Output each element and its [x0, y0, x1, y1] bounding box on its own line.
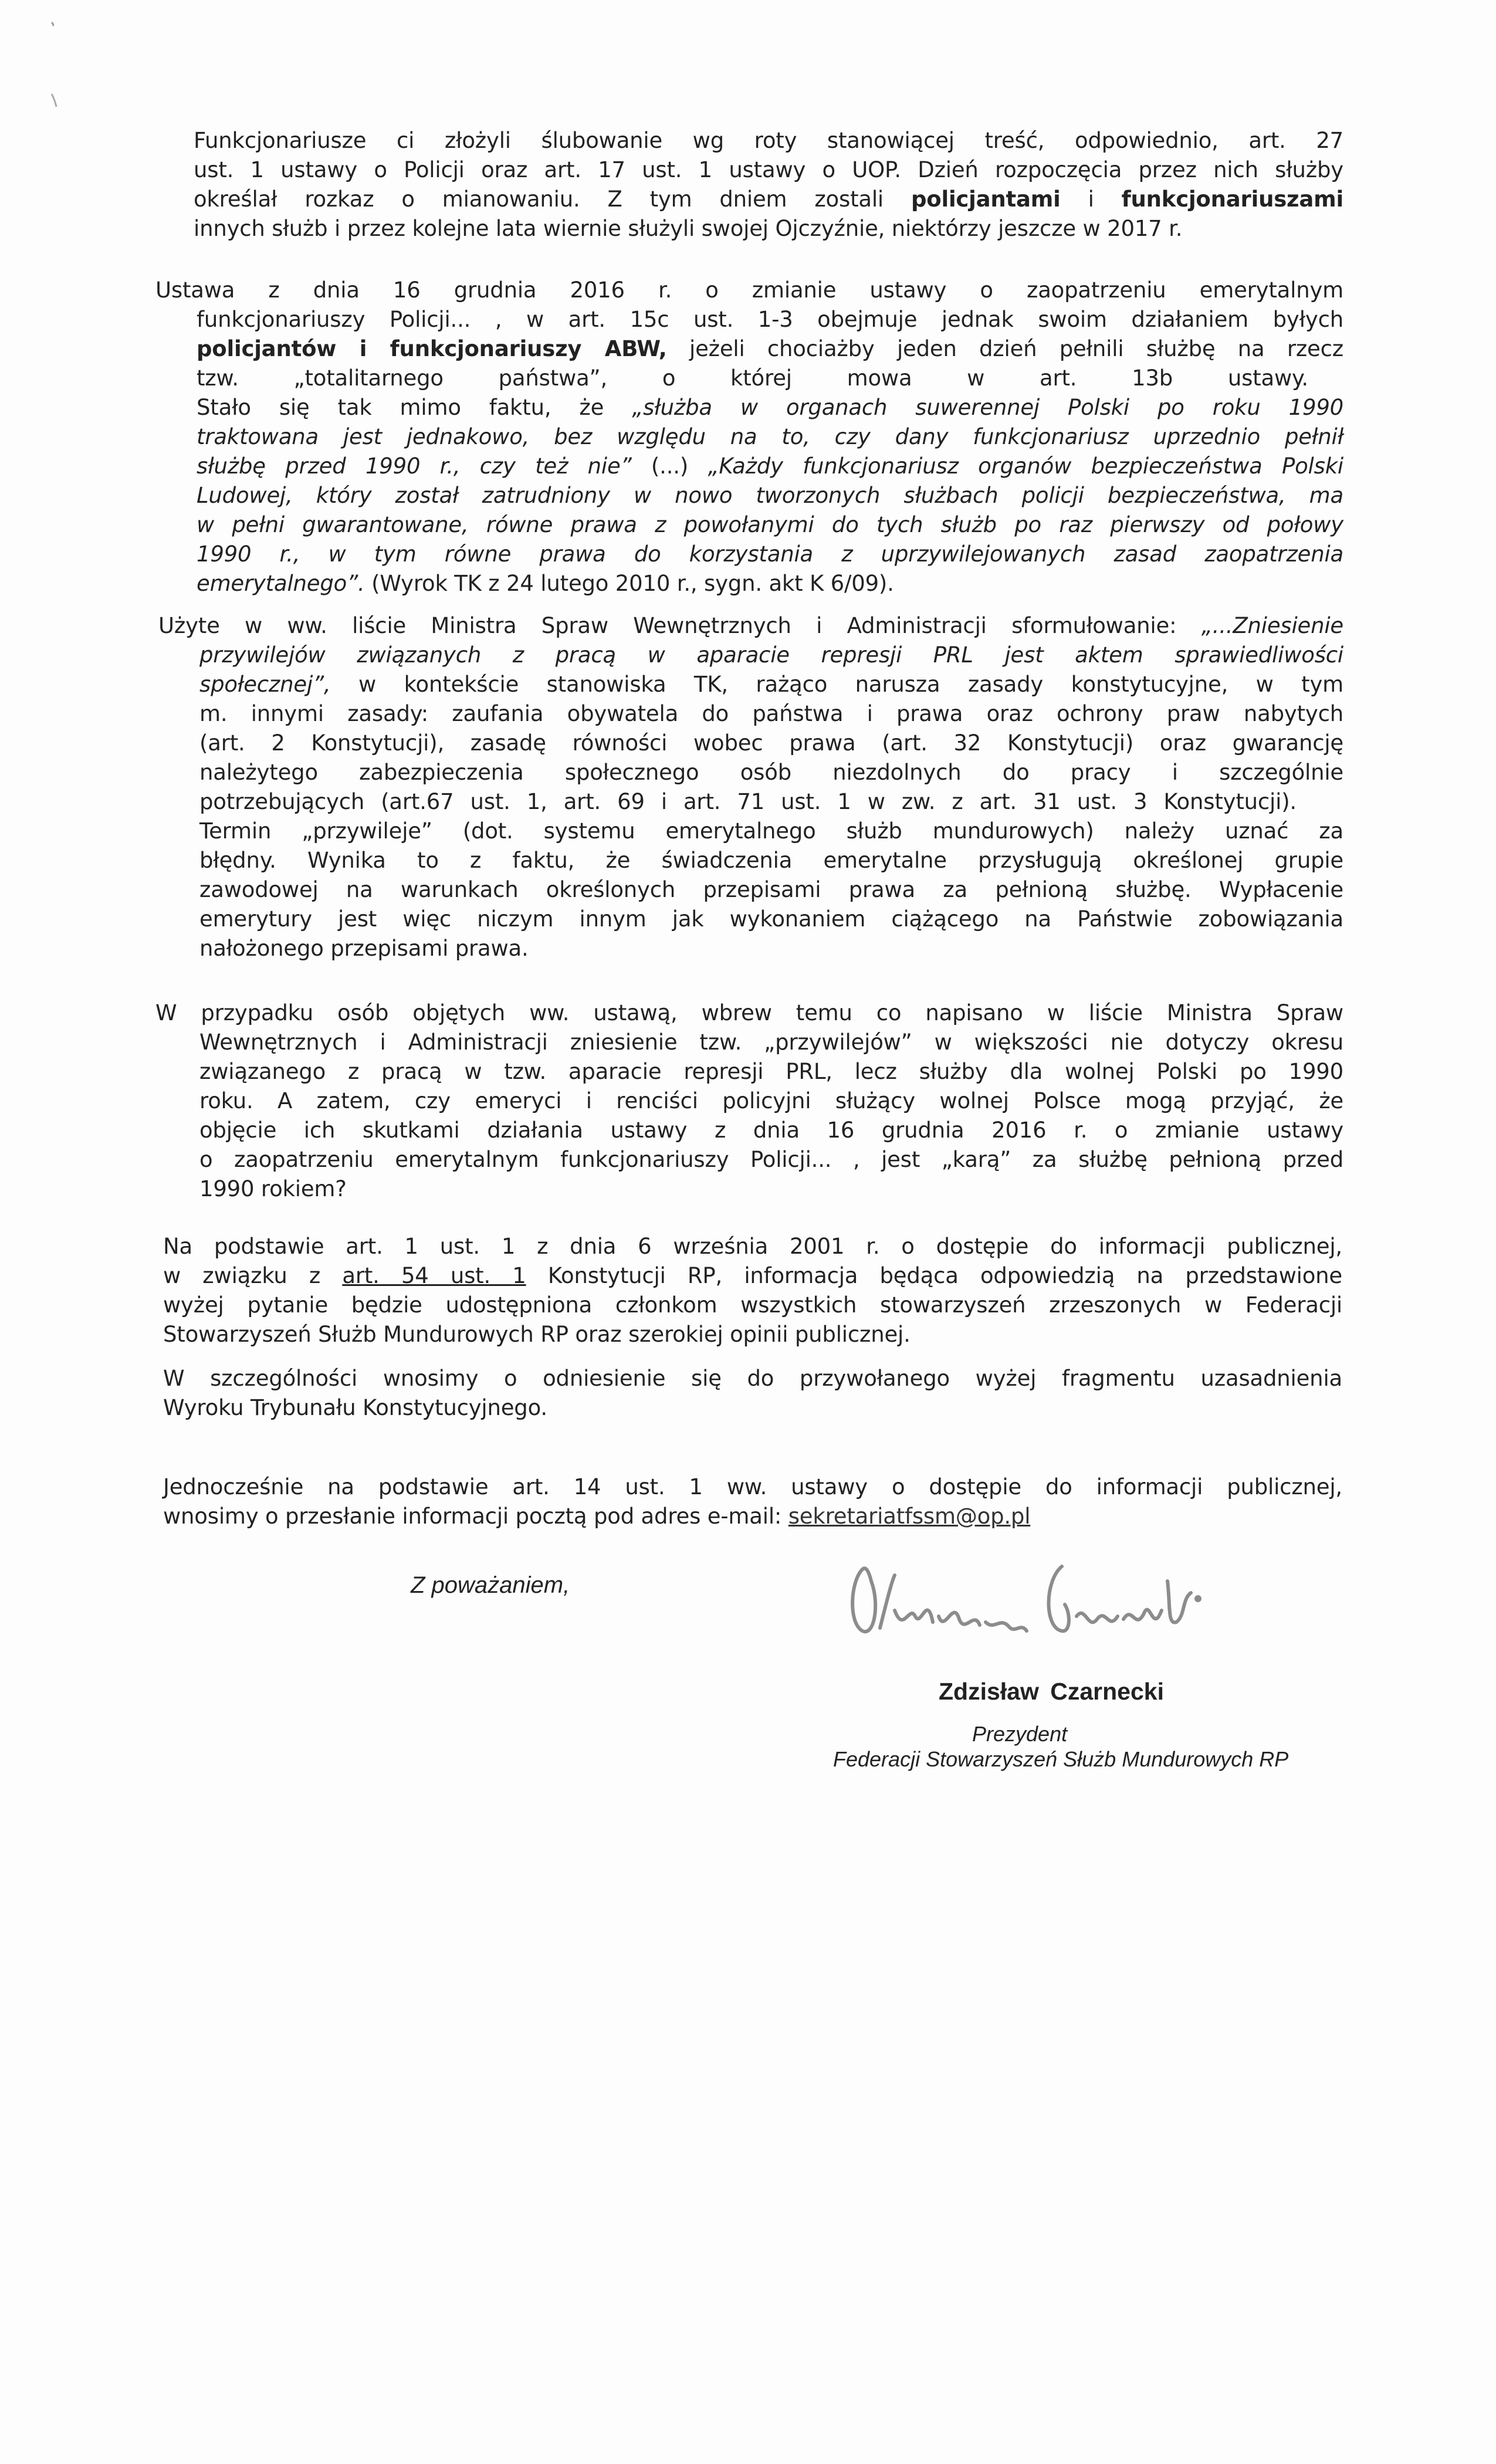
citation: (Wyrok TK z 24 lutego 2010 r., sygn. akt K 6/09).	[364, 571, 894, 596]
italic-quote-line: w pełni gwarantowane, równe prawa z powołanymi do tych służb po raz pierwszy od połowy	[197, 512, 1343, 537]
text-line	[158, 611, 1343, 641]
text-segment: wnosimy o przesłanie informacji pocztą pod adres e-mail:	[163, 1504, 788, 1529]
text-line: zawodowej na warunkach określonych przepisami prawa za pełnioną służbę. Wypłacenie	[199, 877, 1343, 902]
paragraph-question	[155, 999, 1343, 1204]
text-segment: określał rozkaz o mianowaniu. Z tym dniem zostali	[194, 187, 911, 212]
text-line: określał rozkaz o mianowaniu. Z tym dniem zostali policjantami i funkcjonariuszami	[194, 187, 1343, 212]
text-line: Jednocześnie na podstawie art. 14 ust. 1 ww. ustawy o dostępie do informacji publicznej,	[163, 1474, 1342, 1500]
text-line	[197, 569, 1343, 598]
italic-quote-line: 1990 r., w tym równe prawa do korzystania z uprzywilejowanych zasad zaopatrzenia	[197, 541, 1343, 567]
text-line: Ustawa z dnia 16 grudnia 2016 r. o zmianie ustawy o zaopatrzeniu emerytalnym	[155, 277, 1343, 303]
paragraph-minister-statement	[158, 611, 1343, 963]
text-line: potrzebujących (art.67 ust. 1, art. 69 i art. 71 ust. 1 w zw. z art. 31 ust. 3 Konstytucji).	[199, 789, 1297, 814]
article-reference-link[interactable]: art. 54 ust. 1	[342, 1263, 526, 1288]
text-line: Funkcjonariusze ci złożyli ślubowanie wg roty stanowiącej treść, odpowiednio, art. 27	[194, 128, 1343, 153]
paragraph-request	[163, 1364, 1342, 1423]
text-line	[163, 1502, 1342, 1531]
text-line	[197, 393, 1343, 422]
italic-quote: społecznej”,	[199, 672, 331, 697]
text-line: Stowarzyszeń Służb Mundurowych RP oraz szerokiej opinii publicznej.	[163, 1322, 911, 1347]
text-line: emerytury jest więc niczym innym jak wykonaniem ciążącego na Państwie zobowiązania	[199, 906, 1343, 932]
italic-quote: emerytalnego”.	[197, 571, 365, 596]
text-segment: w związku z	[163, 1263, 343, 1288]
text-line	[199, 670, 1343, 699]
text-line	[163, 1261, 1342, 1291]
text-line: innych służb i przez kolejne lata wiernie służyli swojej Ojczyźnie, niektórzy jeszcze w 2017 r.	[194, 216, 1183, 241]
text-segment: Stało się tak mimo faktu, że	[197, 395, 632, 420]
handwritten-signature-icon	[839, 1558, 1226, 1640]
text-line: W szczególności wnosimy o odniesienie się do przywołanego wyżej fragmentu uzasadnienia	[163, 1366, 1342, 1391]
text-line: o zaopatrzeniu emerytalnym funkcjonariuszy Policji... , jest „karą” za służbę pełnioną przed	[199, 1147, 1343, 1172]
italic-quote-line: traktowana jest jednakowo, bez względu na to, czy dany funkcjonariusz uprzednio pełnił	[197, 424, 1343, 449]
bold-phrase: funkcjonariuszami	[1121, 187, 1343, 212]
text-line: (art. 2 Konstytucji), zasadę równości wobec prawa (art. 32 Konstytucji) oraz gwarancję	[199, 730, 1343, 756]
paragraph-legal-basis	[163, 1232, 1342, 1349]
italic-quote: „służba w organach suwerennej Polski po roku 1990	[632, 395, 1344, 420]
text-line: Wewnętrznych i Administracji zniesienie tzw. „przywilejów” w większości nie dotyczy okresu	[199, 1030, 1343, 1055]
scan-artifact-icon	[23, 6, 70, 111]
text-line: 1990 rokiem?	[199, 1176, 347, 1201]
text-line: Na podstawie art. 1 ust. 1 z dnia 6 września 2001 r. o dostępie do informacji publicznej,	[163, 1234, 1342, 1259]
text-line	[197, 334, 1343, 364]
text-line: funkcjonariuszy Policji... , w art. 15c ust. 1-3 obejmuje jednak swoim działaniem byłych	[197, 307, 1343, 332]
italic-quote: służbę przed 1990 r., czy też nie”	[197, 453, 632, 479]
bold-phrase: policjantów i funkcjonariuszy ABW,	[197, 336, 667, 361]
paragraph-email-request	[163, 1473, 1342, 1531]
text-line: Termin „przywileje” (dot. systemu emerytalnego służb mundurowych) należy uznać za	[199, 818, 1343, 844]
signer-title: Prezydent	[972, 1722, 1068, 1746]
closing-salutation: Z poważaniem,	[411, 1572, 570, 1598]
text-line	[197, 452, 1343, 481]
text-segment: w kontekście stanowiska TK, rażąco narusza zasady konstytucyjne, w tym	[330, 672, 1343, 697]
signer-name: Zdzisław Czarnecki	[939, 1678, 1164, 1705]
text-line: wyżej pytanie będzie udostępniona członkom wszystkich stowarzyszeń zrzeszonych w Federacji	[163, 1292, 1342, 1318]
email-link[interactable]: sekretariatfssm@op.pl	[788, 1504, 1031, 1529]
italic-quote: „...Zniesienie	[1201, 613, 1343, 638]
paragraph-act-2016	[155, 276, 1343, 598]
signer-organization: Federacji Stowarzyszeń Służb Mundurowych RP	[833, 1747, 1289, 1771]
text-segment: jeżeli chociażby jeden dzień pełnili służbę na rzecz	[666, 336, 1343, 361]
text-line: ust. 1 ustawy o Policji oraz art. 17 ust. 1 ustawy o UOP. Dzień rozpoczęcia przez nich służby	[194, 157, 1343, 182]
text-line: należytego zabezpieczenia społecznego osób niezdolnych do pracy i szczególnie	[199, 760, 1343, 785]
italic-quote: „Każdy funkcjonariusz organów bezpieczeństwa Polski	[708, 453, 1343, 479]
text-segment: Konstytucji RP, informacja będąca odpowiedzią na przedstawione	[526, 1263, 1342, 1288]
bold-phrase: policjantami	[911, 187, 1061, 212]
italic-quote-line: przywilejów związanych z pracą w aparacie represji PRL jest aktem sprawiedliwości	[199, 642, 1343, 668]
text-line: m. innymi zasady: zaufania obywatela do państwa i prawa oraz ochrony praw nabytych	[199, 701, 1343, 726]
text-segment: Użyte w ww. liście Ministra Spraw Wewnętrznych i Administracji sformułowanie:	[158, 613, 1201, 638]
text-segment: (...)	[631, 453, 708, 479]
text-line: błędny. Wynika to z faktu, że świadczenia emerytalne przysługują określonej grupie	[199, 848, 1343, 873]
text-line: nałożonego przepisami prawa.	[199, 936, 529, 961]
italic-quote-line: Ludowej, który został zatrudniony w nowo tworzonych służbach policji bezpieczeństwa, ma	[197, 483, 1343, 508]
text-line: objęcie ich skutkami działania ustawy z dnia 16 grudnia 2016 r. o zmianie ustawy	[199, 1118, 1343, 1143]
paragraph-oath	[194, 126, 1343, 243]
text-line: roku. A zatem, czy emeryci i renciści policyjni służący wolnej Polsce mogą przyjąć, że	[199, 1088, 1343, 1113]
text-line: W przypadku osób objętych ww. ustawą, wbrew temu co napisano w liście Ministra Spraw	[155, 1000, 1343, 1025]
text-line: tzw. „totalitarnego państwa”, o której mowa w art. 13b ustawy.	[197, 365, 1308, 391]
text-line: Wyroku Trybunału Konstytucyjnego.	[163, 1395, 547, 1420]
text-line: związanego z pracą w tzw. aparacie represji PRL, lecz służby dla wolnej Polski po 1990	[199, 1059, 1343, 1084]
